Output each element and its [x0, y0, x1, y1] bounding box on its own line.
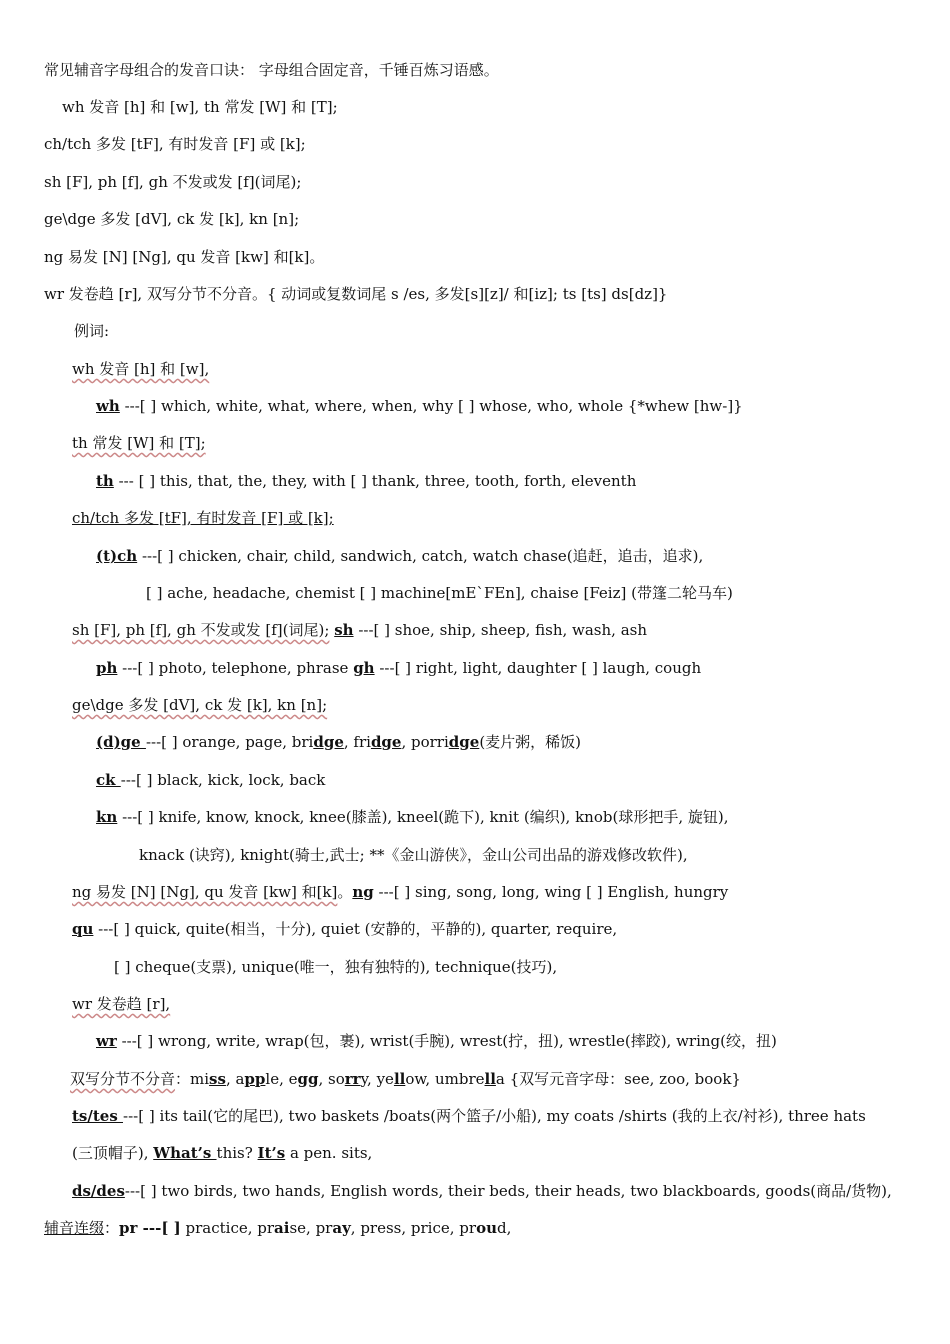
text-segment: ts/tes — [72, 1107, 123, 1125]
text-segment: ：mi — [175, 1070, 210, 1088]
text-line: 例词: — [74, 322, 110, 340]
text-segment: kn — [96, 808, 118, 826]
text-line: wr 发卷趋 [r], — [72, 995, 171, 1013]
text-segment: ll — [484, 1070, 496, 1088]
text-segment: ---[ ] photo, telephone, phrase — [117, 659, 354, 677]
text-segment: wr — [96, 1032, 117, 1050]
text-segment: ---[ ] chicken, chair, child, sandwich, catch, watch chase(追赶，追击，追求), — [137, 547, 704, 565]
text-line — [96, 396, 743, 416]
text-segment: ds/des — [72, 1182, 125, 1200]
text-segment: , a — [225, 1070, 245, 1088]
text-line — [96, 807, 728, 827]
text-segment: , porri — [401, 733, 449, 751]
text-line: [ ] cheque(支票), unique(唯一，独有独特的), technique(技巧), — [114, 958, 558, 976]
text-segment: dge — [313, 733, 344, 751]
text-segment: It’s — [257, 1144, 286, 1162]
text-segment: pp — [244, 1070, 266, 1088]
text-line — [72, 1106, 866, 1126]
text-line: wh 发音 [h] 和 [w], — [72, 360, 210, 378]
text-segment: (t)ch — [96, 547, 138, 565]
text-segment: th — [96, 472, 114, 490]
text-line — [96, 1031, 777, 1051]
text-line — [72, 1143, 372, 1163]
text-segment: pr ---[ ] — [119, 1219, 181, 1237]
text-line — [44, 1218, 511, 1238]
text-line — [96, 471, 636, 491]
text-line: ge\dge 多发 [dV], ck 发 [k], kn [n]; — [72, 696, 328, 714]
text-line: th 常发 [W] 和 [T]; — [72, 434, 206, 452]
text-segment: ---[ ] right, light, daughter [ ] laugh, cough — [374, 659, 702, 677]
text-segment: dge — [370, 733, 402, 751]
text-line: sh [F], ph [f], gh 不发或发 [f](词尾); — [44, 173, 302, 191]
text-segment: ck — [96, 771, 121, 789]
text-line: ch/tch 多发 [tF], 有时发音 [F] 或 [k]; — [44, 135, 306, 153]
text-line: 常见辅音字母组合的发音口诀： 字母组合固定音，千锤百炼习语感。 — [44, 61, 499, 79]
text-line: wr 发卷趋 [r], 双写分节不分音。{ 动词或复数词尾 s /es, 多发[s][z]/ 和[iz]; ts [ts] ds[dz]} — [44, 285, 668, 303]
text-segment: ---[ ] which, white, what, where, when, why [ ] whose, who, whole {*whew [hw-]} — [119, 397, 743, 415]
text-segment: qu — [72, 920, 94, 938]
text-segment: y, ye — [360, 1070, 394, 1088]
text-line: knack (诀窍), knight(骑士,武士; **《金山游侠》，金山公司出品的游戏修改软件), — [139, 846, 688, 864]
text-line: [ ] ache, headache, chemist [ ] machine[mE`FEn], chaise [Feiz] (带篷二轮马车) — [146, 584, 733, 602]
text-line — [72, 919, 617, 939]
text-segment: this? — [216, 1144, 258, 1162]
text-line: ng 易发 [N] [Ng], qu 发音 [kw] 和[k]。 — [44, 248, 325, 266]
text-segment: ay — [332, 1219, 351, 1237]
text-segment: gh — [353, 659, 375, 677]
text-segment: ： — [104, 1219, 120, 1237]
text-segment: dge — [448, 733, 480, 751]
text-line — [72, 620, 647, 640]
text-line — [96, 658, 701, 678]
text-segment: (d)ge — [96, 733, 146, 751]
text-line — [96, 546, 703, 566]
text-segment: d, — [497, 1219, 512, 1237]
text-line: wh 发音 [h] 和 [w], th 常发 [W] 和 [T]; — [62, 98, 338, 116]
text-segment: rr — [344, 1070, 361, 1088]
text-segment: (三顶帽子), — [72, 1144, 154, 1162]
text-line — [96, 770, 325, 790]
text-segment: gg — [297, 1070, 319, 1088]
text-segment: sh — [334, 621, 354, 639]
text-segment: ---[ ] sing, song, long, wing [ ] English, hungry — [373, 883, 729, 901]
text-segment: se, pr — [289, 1219, 333, 1237]
text-segment: What’s — [153, 1144, 217, 1162]
text-segment: ---[ ] two birds, two hands, English words, their beds, their heads, two blackboards, goods(商品/货物), — [124, 1182, 892, 1200]
text-line — [96, 732, 581, 752]
text-segment: ng 易发 [N] [Ng], qu 发音 [kw] 和[k] — [72, 883, 338, 901]
text-segment: wh — [96, 397, 120, 415]
text-segment: ---[ ] orange, page, bri — [145, 733, 314, 751]
text-segment: a {双写元音字母：see, zoo, book} — [495, 1070, 741, 1088]
text-segment: ll — [393, 1070, 406, 1088]
text-segment: ph — [96, 659, 118, 677]
text-segment: ---[ ] wrong, write, wrap(包，裹), wrist(手腕), wrest(拧，扭), wrestle(摔跤), wring(绞，扭) — [116, 1032, 777, 1050]
text-segment: ---[ ] black, kick, lock, back — [120, 771, 326, 789]
text-segment: ai — [274, 1219, 290, 1237]
text-segment: sh [F], ph [f], gh 不发或发 [f](词尾); — [72, 621, 330, 639]
text-segment: , so — [318, 1070, 345, 1088]
text-segment: ss — [209, 1070, 226, 1088]
text-segment: 双写分节不分音 — [70, 1070, 176, 1088]
text-segment: a pen. sits, — [285, 1144, 373, 1162]
text-line: ch/tch 多发 [tF], 有时发音 [F] 或 [k]; — [72, 509, 334, 527]
text-segment: ---[ ] quick, quite(相当，十分), quiet (安静的，平静的), quarter, require, — [93, 920, 618, 938]
text-segment: , press, price, pr — [350, 1219, 477, 1237]
text-line — [72, 882, 728, 902]
text-segment: ou — [476, 1219, 497, 1237]
text-segment: 辅音连缀 — [44, 1219, 105, 1237]
text-line: ge\dge 多发 [dV], ck 发 [k], kn [n]; — [44, 210, 300, 228]
text-segment: , fri — [343, 733, 371, 751]
text-segment: ---[ ] its tail(它的尾巴), two baskets /boats(两个篮子/小船), my coats /shirts (我的上衣/衬衫), three hats — [123, 1107, 866, 1125]
text-segment: ---[ ] shoe, ship, sheep, fish, wash, ash — [353, 621, 647, 639]
text-segment: ---[ ] knife, know, knock, knee(膝盖), kneel(跪下), knit (编织), knob(球形把手, 旋钮), — [117, 808, 729, 826]
text-line — [72, 1181, 892, 1201]
text-line — [70, 1069, 741, 1089]
text-segment: practice, pr — [180, 1219, 275, 1237]
text-segment: 。 — [337, 883, 353, 901]
text-segment: --- [ ] this, that, the, they, with [ ] thank, three, tooth, forth, eleventh — [113, 472, 637, 490]
text-segment: (麦片粥，稀饭) — [479, 733, 582, 751]
text-segment: le, e — [265, 1070, 298, 1088]
text-segment: ow, umbre — [405, 1070, 485, 1088]
text-segment: ng — [352, 883, 374, 901]
